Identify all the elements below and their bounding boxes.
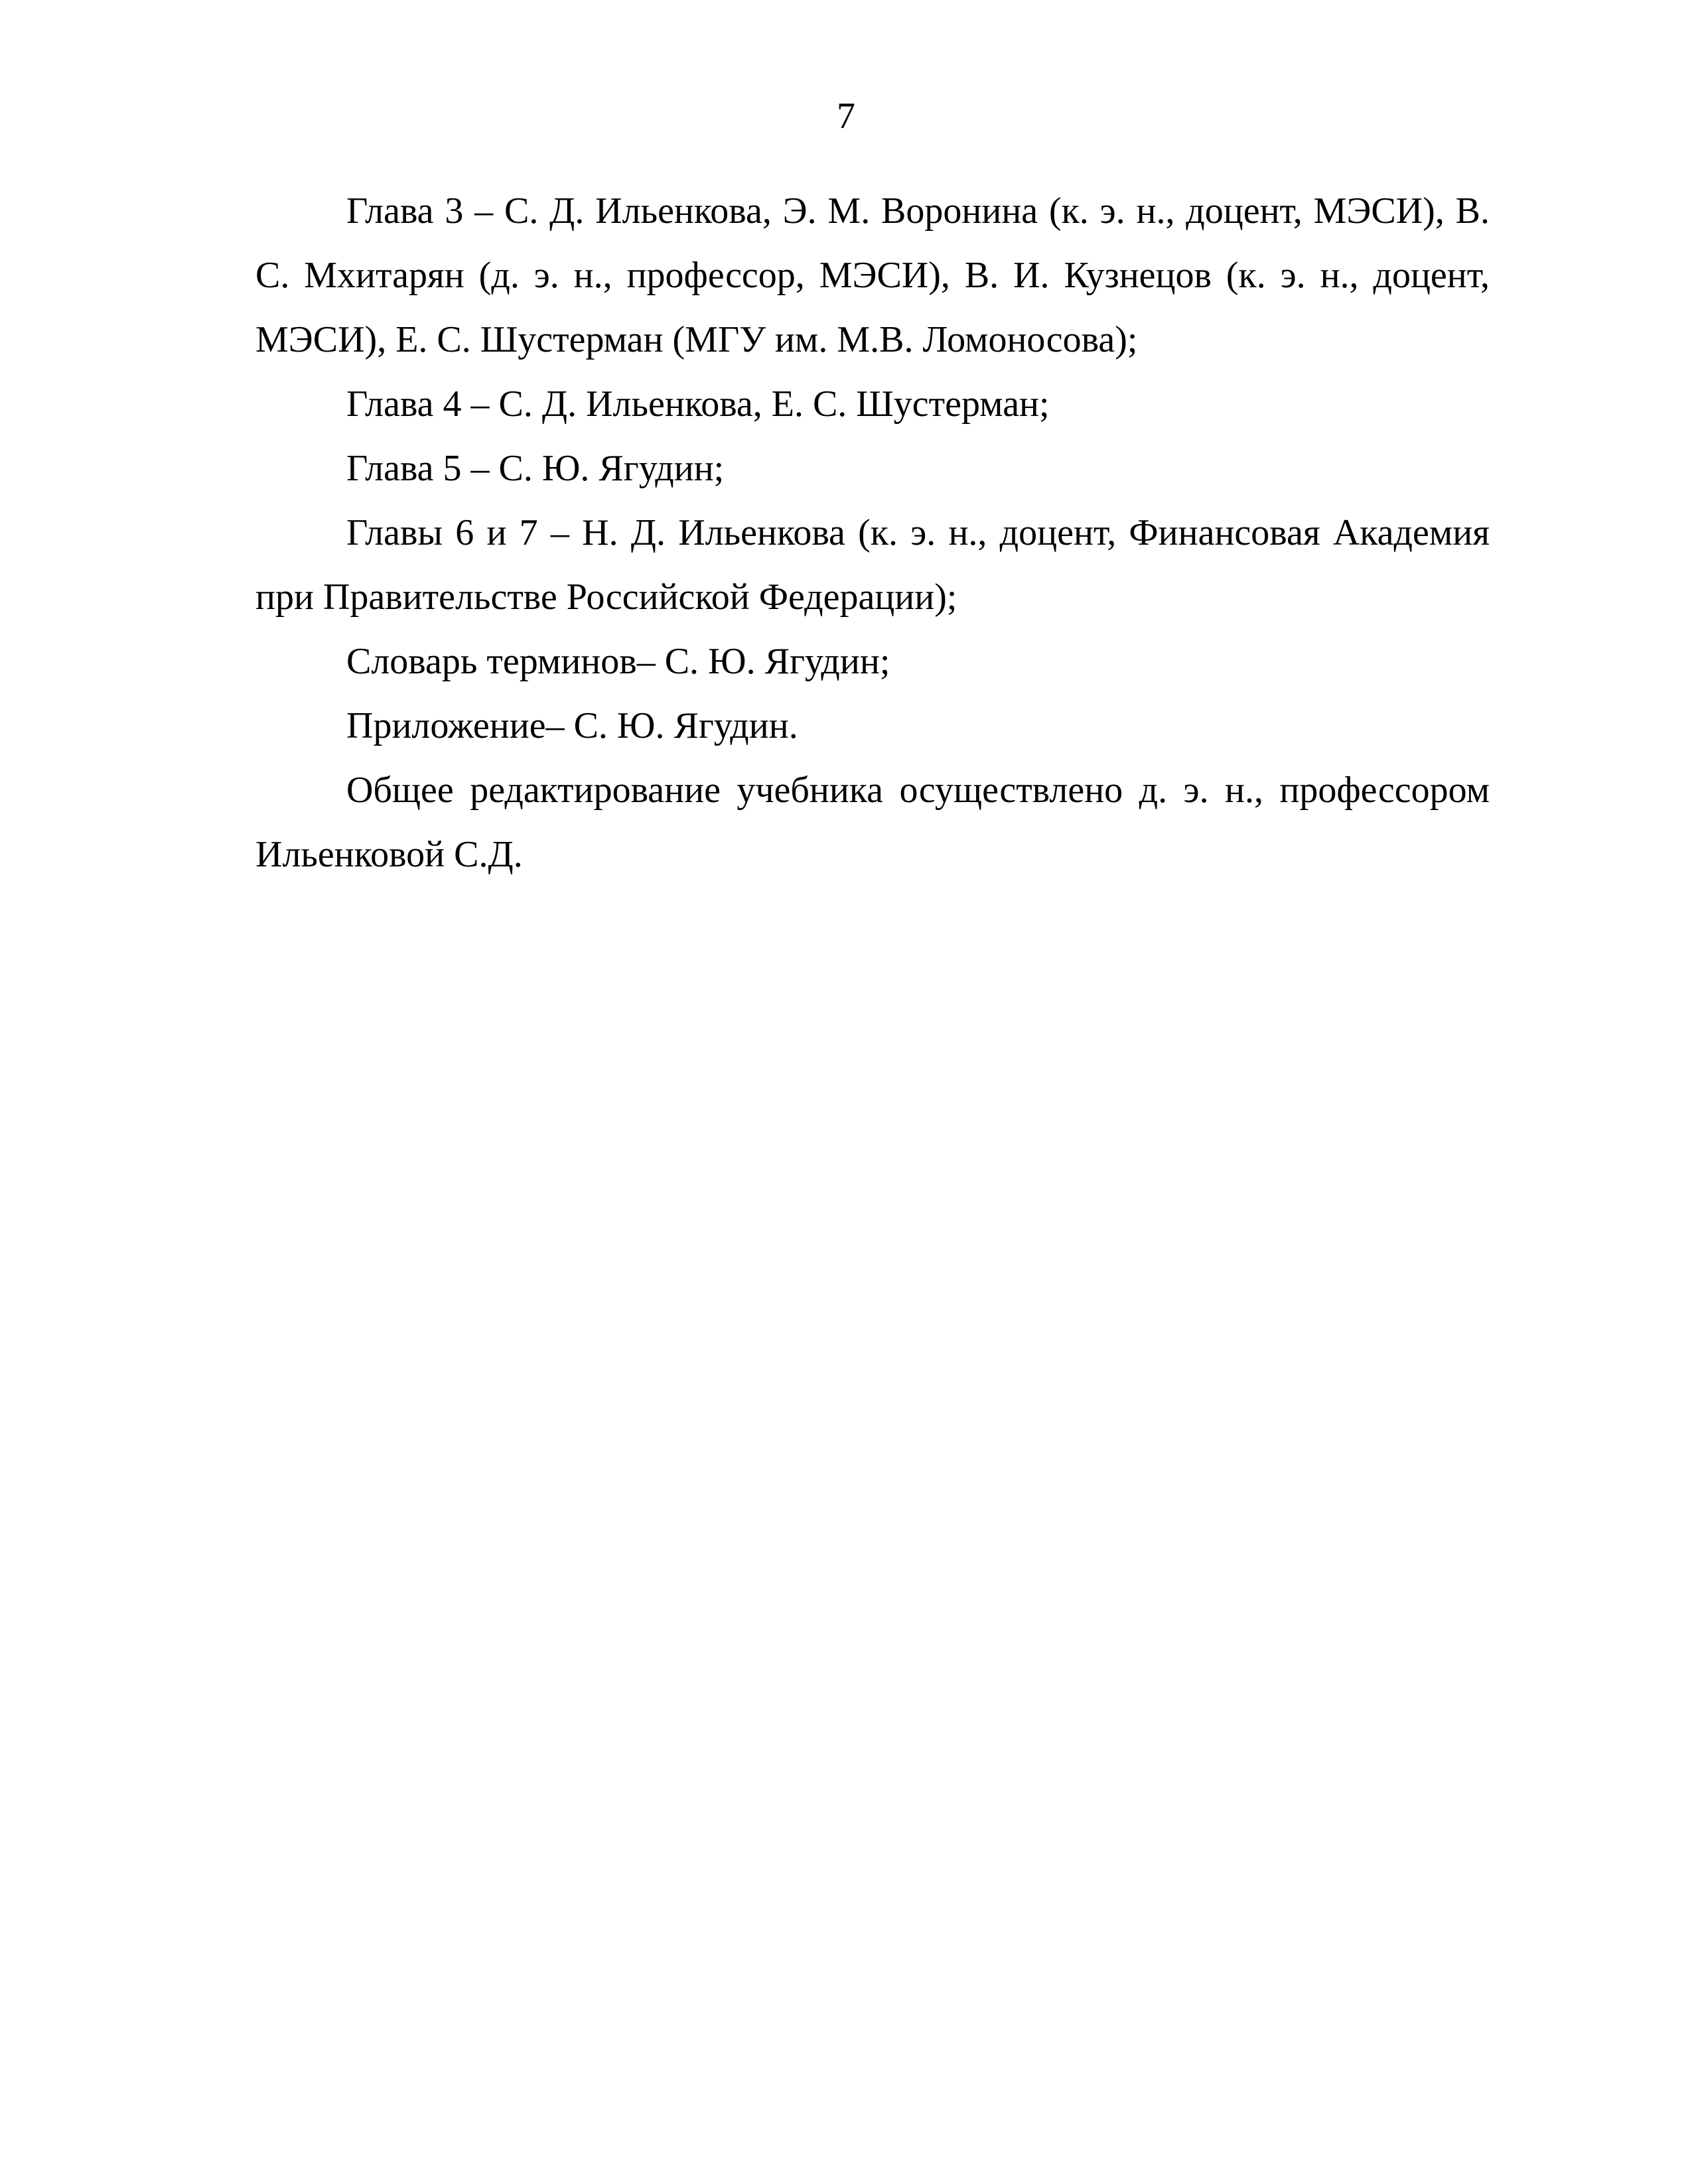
paragraph-chapter-5: Глава 5 – С. Ю. Ягудин;	[346, 448, 725, 489]
document-body	[255, 179, 1490, 887]
paragraph-chapter-4: Глава 4 – С. Д. Ильенкова, Е. С. Шустерман;	[346, 383, 1050, 425]
paragraph-glossary: Словарь терминов– С. Ю. Ягудин;	[346, 641, 890, 682]
paragraph-chapters-6-7: Главы 6 и 7 – Н. Д. Ильенкова (к. э. н., доцент, Финансовая Академия при Правительстве Российской Федерации);	[255, 512, 1490, 618]
paragraph-general-editing: Общее редактирование учебника осуществлено д. э. н., профессором Ильенковой С.Д.	[255, 770, 1490, 875]
paragraph-chapter-3: Глава 3 – С. Д. Ильенкова, Э. М. Воронина (к. э. н., доцент, МЭСИ), В. С. Мхитарян (д. э. н., профессор, МЭСИ), В. И. Кузнецов (к. э. н., доцент, МЭСИ), Е. С. Шустерман (МГУ им. М.В. Ломоносова);	[255, 190, 1490, 360]
page-number: 7	[837, 96, 855, 137]
paragraph-appendix: Приложение– С. Ю. Ягудин.	[346, 705, 798, 746]
